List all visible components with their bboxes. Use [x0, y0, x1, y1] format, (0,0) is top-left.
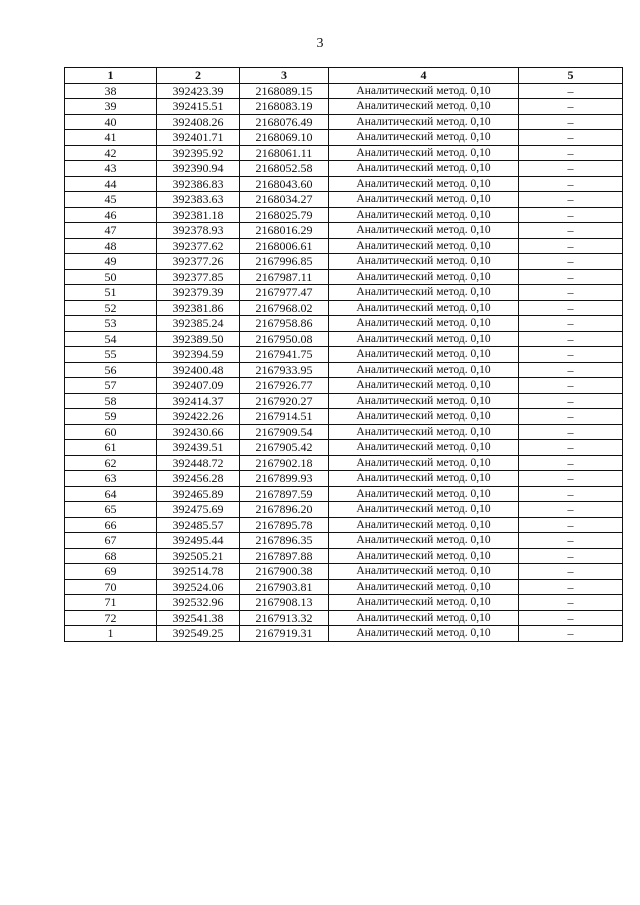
- table-row: [65, 238, 623, 254]
- point-number-cell: 57: [65, 378, 157, 394]
- table-row: [65, 393, 623, 409]
- point-number-cell: 41: [65, 130, 157, 146]
- method-cell: Аналитический метод. 0,10: [329, 517, 519, 533]
- x-coordinate-cell: 392400.48: [157, 362, 240, 378]
- y-coordinate-cell: 2167919.31: [240, 626, 329, 642]
- note-cell: –: [519, 502, 623, 518]
- point-number-cell: 67: [65, 533, 157, 549]
- method-cell: Аналитический метод. 0,10: [329, 316, 519, 332]
- method-cell: Аналитический метод. 0,10: [329, 285, 519, 301]
- y-coordinate-cell: 2168069.10: [240, 130, 329, 146]
- point-number-cell: 38: [65, 83, 157, 99]
- table-row: [65, 362, 623, 378]
- y-coordinate-cell: 2167913.32: [240, 610, 329, 626]
- point-number-cell: 63: [65, 471, 157, 487]
- note-cell: –: [519, 331, 623, 347]
- table-row: [65, 300, 623, 316]
- x-coordinate-cell: 392524.06: [157, 579, 240, 595]
- table-row: [65, 486, 623, 502]
- table-row: [65, 269, 623, 285]
- method-cell: Аналитический метод. 0,10: [329, 440, 519, 456]
- table-row: [65, 223, 623, 239]
- x-coordinate-cell: 392475.69: [157, 502, 240, 518]
- note-cell: –: [519, 533, 623, 549]
- method-cell: Аналитический метод. 0,10: [329, 161, 519, 177]
- x-coordinate-cell: 392495.44: [157, 533, 240, 549]
- y-coordinate-cell: 2168025.79: [240, 207, 329, 223]
- table-row: [65, 455, 623, 471]
- table-row: [65, 161, 623, 177]
- y-coordinate-cell: 2168034.27: [240, 192, 329, 208]
- method-cell: Аналитический метод. 0,10: [329, 223, 519, 239]
- x-coordinate-cell: 392381.86: [157, 300, 240, 316]
- point-number-cell: 48: [65, 238, 157, 254]
- note-cell: –: [519, 595, 623, 611]
- x-coordinate-cell: 392465.89: [157, 486, 240, 502]
- y-coordinate-cell: 2167905.42: [240, 440, 329, 456]
- method-cell: Аналитический метод. 0,10: [329, 409, 519, 425]
- note-cell: –: [519, 626, 623, 642]
- point-number-cell: 39: [65, 99, 157, 115]
- table-row: [65, 83, 623, 99]
- note-cell: –: [519, 130, 623, 146]
- x-coordinate-cell: 392401.71: [157, 130, 240, 146]
- x-coordinate-cell: 392395.92: [157, 145, 240, 161]
- point-number-cell: 62: [65, 455, 157, 471]
- method-cell: Аналитический метод. 0,10: [329, 238, 519, 254]
- note-cell: –: [519, 300, 623, 316]
- x-coordinate-cell: 392456.28: [157, 471, 240, 487]
- table-row: [65, 440, 623, 456]
- note-cell: –: [519, 579, 623, 595]
- table-row: [65, 207, 623, 223]
- y-coordinate-cell: 2168043.60: [240, 176, 329, 192]
- header-row: [65, 68, 623, 84]
- note-cell: –: [519, 83, 623, 99]
- table-row: [65, 424, 623, 440]
- note-cell: –: [519, 362, 623, 378]
- y-coordinate-cell: 2167897.59: [240, 486, 329, 502]
- note-cell: –: [519, 238, 623, 254]
- y-coordinate-cell: 2167926.77: [240, 378, 329, 394]
- table-row: [65, 130, 623, 146]
- x-coordinate-cell: 392415.51: [157, 99, 240, 115]
- y-coordinate-cell: 2167903.81: [240, 579, 329, 595]
- point-number-cell: 61: [65, 440, 157, 456]
- header-col-4: 4: [329, 68, 519, 84]
- note-cell: –: [519, 207, 623, 223]
- x-coordinate-cell: 392390.94: [157, 161, 240, 177]
- y-coordinate-cell: 2167958.86: [240, 316, 329, 332]
- table-row: [65, 176, 623, 192]
- table-row: [65, 471, 623, 487]
- point-number-cell: 54: [65, 331, 157, 347]
- y-coordinate-cell: 2168061.11: [240, 145, 329, 161]
- method-cell: Аналитический метод. 0,10: [329, 192, 519, 208]
- note-cell: –: [519, 378, 623, 394]
- point-number-cell: 58: [65, 393, 157, 409]
- method-cell: Аналитический метод. 0,10: [329, 564, 519, 580]
- x-coordinate-cell: 392514.78: [157, 564, 240, 580]
- point-number-cell: 60: [65, 424, 157, 440]
- y-coordinate-cell: 2167897.88: [240, 548, 329, 564]
- point-number-cell: 59: [65, 409, 157, 425]
- method-cell: Аналитический метод. 0,10: [329, 378, 519, 394]
- method-cell: Аналитический метод. 0,10: [329, 99, 519, 115]
- note-cell: –: [519, 424, 623, 440]
- x-coordinate-cell: 392448.72: [157, 455, 240, 471]
- note-cell: –: [519, 517, 623, 533]
- y-coordinate-cell: 2167895.78: [240, 517, 329, 533]
- note-cell: –: [519, 548, 623, 564]
- y-coordinate-cell: 2167896.35: [240, 533, 329, 549]
- x-coordinate-cell: 392549.25: [157, 626, 240, 642]
- point-number-cell: 69: [65, 564, 157, 580]
- table-row: [65, 145, 623, 161]
- method-cell: Аналитический метод. 0,10: [329, 424, 519, 440]
- point-number-cell: 55: [65, 347, 157, 363]
- point-number-cell: 52: [65, 300, 157, 316]
- x-coordinate-cell: 392423.39: [157, 83, 240, 99]
- x-coordinate-cell: 392386.83: [157, 176, 240, 192]
- point-number-cell: 68: [65, 548, 157, 564]
- table-row: [65, 564, 623, 580]
- note-cell: –: [519, 176, 623, 192]
- y-coordinate-cell: 2167900.38: [240, 564, 329, 580]
- method-cell: Аналитический метод. 0,10: [329, 130, 519, 146]
- x-coordinate-cell: 392505.21: [157, 548, 240, 564]
- point-number-cell: 66: [65, 517, 157, 533]
- page-number: 3: [316, 36, 324, 51]
- method-cell: Аналитический метод. 0,10: [329, 207, 519, 223]
- table-row: [65, 192, 623, 208]
- point-number-cell: 50: [65, 269, 157, 285]
- table-row: [65, 610, 623, 626]
- x-coordinate-cell: 392381.18: [157, 207, 240, 223]
- note-cell: –: [519, 471, 623, 487]
- x-coordinate-cell: 392377.26: [157, 254, 240, 270]
- table-row: [65, 316, 623, 332]
- y-coordinate-cell: 2167968.02: [240, 300, 329, 316]
- method-cell: Аналитический метод. 0,10: [329, 145, 519, 161]
- note-cell: –: [519, 440, 623, 456]
- method-cell: Аналитический метод. 0,10: [329, 393, 519, 409]
- method-cell: Аналитический метод. 0,10: [329, 486, 519, 502]
- point-number-cell: 51: [65, 285, 157, 301]
- y-coordinate-cell: 2168076.49: [240, 114, 329, 130]
- y-coordinate-cell: 2167914.51: [240, 409, 329, 425]
- table-row: [65, 626, 623, 642]
- y-coordinate-cell: 2168016.29: [240, 223, 329, 239]
- header-col-2: 2: [157, 68, 240, 84]
- method-cell: Аналитический метод. 0,10: [329, 114, 519, 130]
- header-col-1: 1: [65, 68, 157, 84]
- point-number-cell: 64: [65, 486, 157, 502]
- note-cell: –: [519, 316, 623, 332]
- header-col-3: 3: [240, 68, 329, 84]
- point-number-cell: 56: [65, 362, 157, 378]
- y-coordinate-cell: 2167902.18: [240, 455, 329, 471]
- method-cell: Аналитический метод. 0,10: [329, 471, 519, 487]
- method-cell: Аналитический метод. 0,10: [329, 362, 519, 378]
- method-cell: Аналитический метод. 0,10: [329, 269, 519, 285]
- note-cell: –: [519, 409, 623, 425]
- point-number-cell: 72: [65, 610, 157, 626]
- y-coordinate-cell: 2167909.54: [240, 424, 329, 440]
- table-body: [65, 83, 623, 641]
- table-row: [65, 99, 623, 115]
- x-coordinate-cell: 392377.85: [157, 269, 240, 285]
- point-number-cell: 40: [65, 114, 157, 130]
- note-cell: –: [519, 486, 623, 502]
- y-coordinate-cell: 2168083.19: [240, 99, 329, 115]
- x-coordinate-cell: 392541.38: [157, 610, 240, 626]
- table-row: [65, 409, 623, 425]
- x-coordinate-cell: 392377.62: [157, 238, 240, 254]
- table-row: [65, 285, 623, 301]
- y-coordinate-cell: 2167920.27: [240, 393, 329, 409]
- point-number-cell: 46: [65, 207, 157, 223]
- method-cell: Аналитический метод. 0,10: [329, 610, 519, 626]
- y-coordinate-cell: 2167977.47: [240, 285, 329, 301]
- y-coordinate-cell: 2167950.08: [240, 331, 329, 347]
- point-number-cell: 45: [65, 192, 157, 208]
- note-cell: –: [519, 393, 623, 409]
- method-cell: Аналитический метод. 0,10: [329, 331, 519, 347]
- y-coordinate-cell: 2168006.61: [240, 238, 329, 254]
- table-row: [65, 595, 623, 611]
- method-cell: Аналитический метод. 0,10: [329, 300, 519, 316]
- x-coordinate-cell: 392439.51: [157, 440, 240, 456]
- method-cell: Аналитический метод. 0,10: [329, 254, 519, 270]
- method-cell: Аналитический метод. 0,10: [329, 347, 519, 363]
- header-col-5: 5: [519, 68, 623, 84]
- method-cell: Аналитический метод. 0,10: [329, 502, 519, 518]
- y-coordinate-cell: 2167996.85: [240, 254, 329, 270]
- table-row: [65, 533, 623, 549]
- x-coordinate-cell: 392383.63: [157, 192, 240, 208]
- y-coordinate-cell: 2167941.75: [240, 347, 329, 363]
- x-coordinate-cell: 392385.24: [157, 316, 240, 332]
- table-row: [65, 548, 623, 564]
- x-coordinate-cell: 392532.96: [157, 595, 240, 611]
- point-number-cell: 70: [65, 579, 157, 595]
- y-coordinate-cell: 2167896.20: [240, 502, 329, 518]
- note-cell: –: [519, 347, 623, 363]
- method-cell: Аналитический метод. 0,10: [329, 83, 519, 99]
- note-cell: –: [519, 114, 623, 130]
- note-cell: –: [519, 223, 623, 239]
- x-coordinate-cell: 392394.59: [157, 347, 240, 363]
- table-row: [65, 502, 623, 518]
- point-number-cell: 42: [65, 145, 157, 161]
- x-coordinate-cell: 392422.26: [157, 409, 240, 425]
- point-number-cell: 49: [65, 254, 157, 270]
- table-row: [65, 114, 623, 130]
- note-cell: –: [519, 192, 623, 208]
- note-cell: –: [519, 254, 623, 270]
- point-number-cell: 43: [65, 161, 157, 177]
- table-row: [65, 517, 623, 533]
- x-coordinate-cell: 392379.39: [157, 285, 240, 301]
- table-row: [65, 331, 623, 347]
- point-number-cell: 1: [65, 626, 157, 642]
- y-coordinate-cell: 2167899.93: [240, 471, 329, 487]
- note-cell: –: [519, 285, 623, 301]
- method-cell: Аналитический метод. 0,10: [329, 548, 519, 564]
- y-coordinate-cell: 2167908.13: [240, 595, 329, 611]
- point-number-cell: 53: [65, 316, 157, 332]
- coordinates-table: [64, 67, 623, 642]
- note-cell: –: [519, 99, 623, 115]
- x-coordinate-cell: 392414.37: [157, 393, 240, 409]
- note-cell: –: [519, 564, 623, 580]
- note-cell: –: [519, 610, 623, 626]
- x-coordinate-cell: 392485.57: [157, 517, 240, 533]
- y-coordinate-cell: 2168052.58: [240, 161, 329, 177]
- method-cell: Аналитический метод. 0,10: [329, 579, 519, 595]
- x-coordinate-cell: 392430.66: [157, 424, 240, 440]
- y-coordinate-cell: 2167987.11: [240, 269, 329, 285]
- method-cell: Аналитический метод. 0,10: [329, 176, 519, 192]
- table-row: [65, 378, 623, 394]
- point-number-cell: 47: [65, 223, 157, 239]
- note-cell: –: [519, 161, 623, 177]
- x-coordinate-cell: 392389.50: [157, 331, 240, 347]
- table-row: [65, 347, 623, 363]
- point-number-cell: 71: [65, 595, 157, 611]
- note-cell: –: [519, 455, 623, 471]
- y-coordinate-cell: 2168089.15: [240, 83, 329, 99]
- table-header: [65, 68, 623, 84]
- table-row: [65, 579, 623, 595]
- method-cell: Аналитический метод. 0,10: [329, 626, 519, 642]
- point-number-cell: 44: [65, 176, 157, 192]
- point-number-cell: 65: [65, 502, 157, 518]
- method-cell: Аналитический метод. 0,10: [329, 533, 519, 549]
- method-cell: Аналитический метод. 0,10: [329, 455, 519, 471]
- x-coordinate-cell: 392407.09: [157, 378, 240, 394]
- x-coordinate-cell: 392378.93: [157, 223, 240, 239]
- x-coordinate-cell: 392408.26: [157, 114, 240, 130]
- table-row: [65, 254, 623, 270]
- note-cell: –: [519, 269, 623, 285]
- y-coordinate-cell: 2167933.95: [240, 362, 329, 378]
- method-cell: Аналитический метод. 0,10: [329, 595, 519, 611]
- note-cell: –: [519, 145, 623, 161]
